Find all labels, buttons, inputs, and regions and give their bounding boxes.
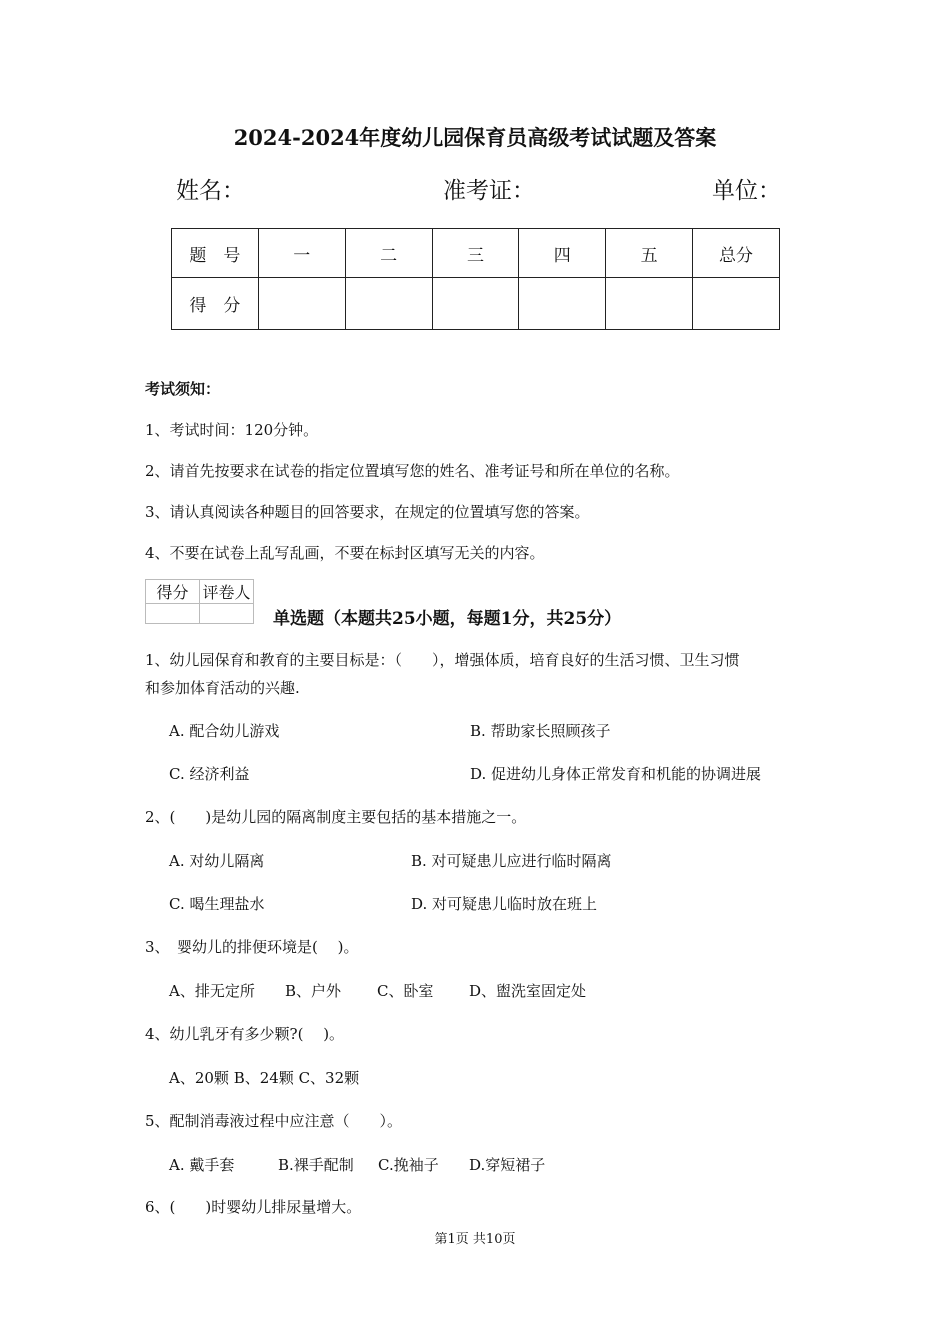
score-table-score-row (172, 278, 780, 330)
question-2-option-a[interactable]: A. 对幼儿隔离 (169, 852, 265, 870)
header-cell-4: 四 (519, 229, 606, 278)
question-4-text: 4、幼儿乳牙有多少颗?( )。 (145, 1025, 345, 1043)
notice-item: 1、考试时间：120分钟。 (145, 421, 319, 439)
page-footer: 第1页 共10页 (434, 1232, 516, 1247)
score-row-label: 得 分 (172, 278, 259, 330)
score-cell-total[interactable] (693, 278, 780, 330)
score-cell-5[interactable] (606, 278, 693, 330)
question-3-option-b[interactable]: B、户外 (285, 982, 342, 1000)
header-cell-5: 五 (606, 229, 693, 278)
question-2-option-b[interactable]: B. 对可疑患儿应进行临时隔离 (411, 852, 612, 870)
header-cell-total: 总分 (693, 229, 780, 278)
question-2-text: 2、( )是幼儿园的隔离制度主要包括的基本措施之一。 (145, 808, 527, 826)
score-cell-3[interactable] (432, 278, 519, 330)
question-1-text-cont: 和参加体育活动的兴趣. (145, 679, 300, 697)
header-cell-question-no: 题 号 (172, 229, 259, 278)
question-1-text: 1、幼儿园保育和教育的主要目标是：（ ），增强体质，培育良好的生活习惯、卫生习惯 (145, 651, 740, 669)
question-3-option-a[interactable]: A、排无定所 (169, 982, 255, 1000)
score-table-header-row (172, 229, 780, 278)
question-1-option-a[interactable]: A. 配合幼儿游戏 (169, 722, 280, 740)
question-5-option-b[interactable]: B.裸手配制 (278, 1156, 354, 1174)
question-6-text: 6、( )时婴幼儿排尿量增大。 (145, 1198, 362, 1216)
grader-box (145, 579, 254, 624)
question-3-option-c[interactable]: C、卧室 (377, 982, 434, 1000)
header-cell-2: 二 (345, 229, 432, 278)
score-cell-1[interactable] (258, 278, 345, 330)
question-4-options[interactable]: A、20颗 B、24颗 C、32颗 (169, 1069, 360, 1087)
document-title: 2024-2024年度幼儿园保育员高级考试试题及答案 (233, 125, 717, 150)
question-5-option-d[interactable]: D.穿短裙子 (469, 1156, 546, 1174)
question-3-text: 3、 婴幼儿的排便环境是( )。 (145, 938, 359, 956)
header-cell-3: 三 (432, 229, 519, 278)
notice-item: 3、请认真阅读各种题目的回答要求，在规定的位置填写您的答案。 (145, 503, 590, 521)
score-cell-2[interactable] (345, 278, 432, 330)
score-cell-4[interactable] (519, 278, 606, 330)
notice-item: 4、不要在试卷上乱写乱画，不要在标封区填写无关的内容。 (145, 544, 545, 562)
exam-id-field-label: 准考证： (443, 178, 535, 204)
question-3-option-d[interactable]: D、盥洗室固定处 (469, 982, 587, 1000)
question-5-option-c[interactable]: C.挽袖子 (378, 1156, 439, 1174)
grader-reviewer-label: 评卷人 (200, 580, 254, 604)
header-cell-1: 一 (258, 229, 345, 278)
unit-field-label: 单位： (712, 178, 781, 204)
name-field-label: 姓名： (176, 178, 245, 204)
grader-reviewer-cell[interactable] (200, 604, 254, 624)
question-2-option-c[interactable]: C. 喝生理盐水 (169, 895, 265, 913)
notice-item: 2、请首先按要求在试卷的指定位置填写您的姓名、准考证号和所在单位的名称。 (145, 462, 680, 480)
question-2-option-d[interactable]: D. 对可疑患儿临时放在班上 (411, 895, 598, 913)
question-1-option-c[interactable]: C. 经济利益 (169, 765, 250, 783)
question-1-option-d[interactable]: D. 促进幼儿身体正常发育和机能的协调进展 (470, 765, 762, 783)
score-table (171, 228, 780, 330)
section-title: 单选题（本题共25小题，每题1分，共25分） (273, 609, 622, 629)
question-1-option-b[interactable]: B. 帮助家长照顾孩子 (470, 722, 611, 740)
question-5-option-a[interactable]: A. 戴手套 (169, 1156, 235, 1174)
notice-heading: 考试须知： (145, 380, 221, 398)
question-5-text: 5、配制消毒液过程中应注意（ ）。 (145, 1112, 403, 1130)
grader-score-label: 得分 (146, 580, 200, 604)
grader-score-cell[interactable] (146, 604, 200, 624)
